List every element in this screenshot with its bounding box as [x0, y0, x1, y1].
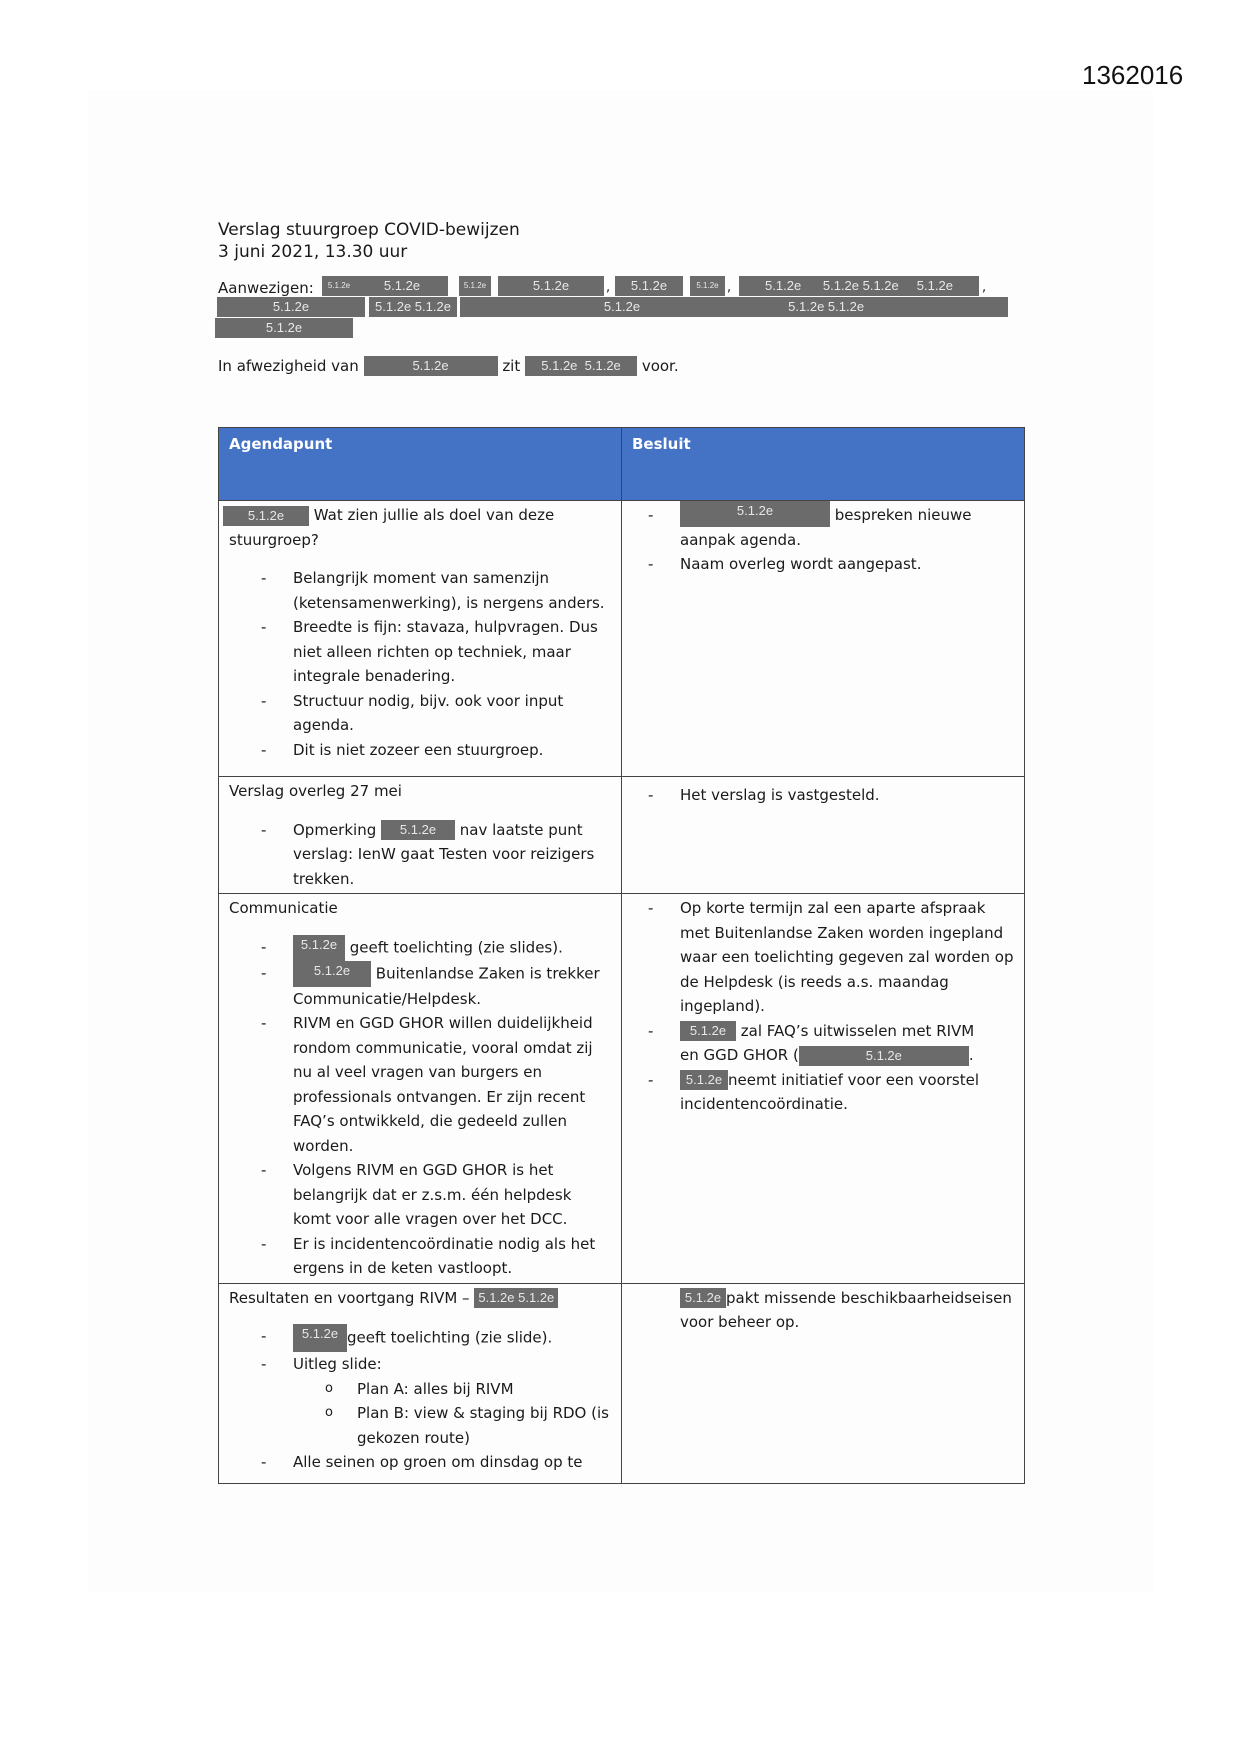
minutes-table: [218, 427, 1025, 1484]
list-item: - Het verslag is vastgesteld.: [680, 783, 1014, 808]
list-item: - Breedte is fijn: stavaza, hulpvragen. Dus niet alleen richten op techniek, maar integrale benadering.: [293, 615, 611, 689]
redaction-block: 5.1.2e 5.1.2e 5.1.2e: [460, 297, 1008, 317]
list-item: - Opmerking 5.1.2e nav laatste punt verslag: IenW gaat Testen voor reizigers trekken.: [293, 818, 611, 892]
agenda-title: Resultaten en voortgang RIVM –: [229, 1288, 470, 1307]
agenda-list: [229, 1324, 611, 1475]
redaction-block: 5.1.2e: [799, 1046, 969, 1066]
list-item: - 5.1.2e Buitenlandse Zaken is trekker Communicatie/Helpdesk.: [293, 961, 611, 1012]
decision-cell: [622, 501, 1025, 777]
column-header-besluit: Besluit: [622, 428, 1025, 501]
redaction-block: 5.1.2e 5.1.2e: [474, 1288, 558, 1308]
decision-cell: [622, 1283, 1025, 1483]
table-row: [219, 1283, 1025, 1483]
table-row: [219, 894, 1025, 1284]
list-item: - 5.1.2e geeft toelichting (zie slide).: [293, 1324, 611, 1352]
list-item: - Belangrijk moment van samenzijn (ketensamenwerking), is nergens anders.: [293, 566, 611, 615]
list-item: - 5.1.2e bespreken nieuwe aanpak agenda.: [680, 503, 1014, 552]
redaction-block: 5.1.2e 5.1.2e: [369, 297, 457, 317]
sub-list: [293, 1377, 611, 1451]
agenda-cell: [219, 777, 622, 894]
table-header-row: [219, 428, 1025, 501]
redaction-block: 5.1.2e 5.1.2e 5.1.2e 5.1.2e: [739, 276, 979, 296]
redaction-block: 5.1.2e: [293, 1324, 347, 1352]
document-id: 1362016: [1082, 60, 1184, 90]
redaction-block: 5.1.2e: [690, 276, 725, 296]
redaction-block: 5.1.2e: [322, 276, 356, 296]
redaction-block: 5.1.2e: [680, 1288, 726, 1308]
redaction-block: 5.1.2e: [215, 318, 353, 338]
list-item: - 5.1.2e geeft toelichting (zie slides).: [293, 935, 611, 961]
attendees-label: Aanwezigen:: [218, 279, 314, 297]
decision-list: [632, 896, 1014, 1117]
redaction-block: 5.1.2e: [615, 276, 683, 296]
redaction-block: 5.1.2e: [459, 276, 491, 296]
decision-list: [632, 783, 1014, 808]
list-item: - RIVM en GGD GHOR willen duidelijkheid rondom communicatie, vooral omdat zij nu al veel vragen van burgers en professionals ontvangen. Er zijn recent FAQ’s ontwikkeld, die gedeeld zullen worden.: [293, 1011, 611, 1158]
list-item: - Structuur nodig, bijv. ook voor input agenda.: [293, 689, 611, 738]
agenda-cell: [219, 894, 622, 1284]
document-title: Verslag stuurgroep COVID-bewijzen: [218, 220, 520, 240]
absence-line: In afwezigheid van 5.1.2e zit 5.1.2e 5.1.2e voor.: [218, 357, 679, 375]
agenda-cell: [219, 501, 622, 777]
list-item: - Er is incidentencoördinatie nodig als het ergens in de keten vastloopt.: [293, 1232, 611, 1281]
list-item: - Op korte termijn zal een aparte afspraak met Buitenlandse Zaken worden ingepland waar een toelichting gegeven zal worden op de Helpdesk (is reeds a.s. maandag ingepland).: [680, 896, 1014, 1019]
list-item: - 5.1.2e neemt initiatief voor een voorstel incidentencoördinatie.: [680, 1068, 1014, 1117]
sub-list-item: o Plan A: alles bij RIVM: [357, 1377, 611, 1402]
sub-list-item: o Plan B: view & staging bij RDO (is gekozen route): [357, 1401, 611, 1450]
agenda-title: Wat zien jullie als doel van deze stuurgroep?: [229, 506, 555, 549]
list-item: - Naam overleg wordt aangepast.: [680, 552, 1014, 577]
decision-text: 5.1.2e pakt missende beschikbaarheidseisen voor beheer op.: [680, 1288, 1012, 1331]
decision-cell: [622, 777, 1025, 894]
table-row: [219, 501, 1025, 777]
agenda-title: Verslag overleg 27 mei: [229, 782, 402, 800]
redaction-block: 5.1.2e: [381, 820, 455, 840]
agenda-cell: [219, 1283, 622, 1483]
redaction-block: 5.1.2e: [364, 356, 498, 376]
meeting-date: 3 juni 2021, 13.30 uur: [218, 242, 408, 262]
list-item: - 5.1.2e zal FAQ’s uitwisselen met RIVM en GGD GHOR ( 5.1.2e .: [680, 1019, 1014, 1068]
agenda-list: [229, 566, 611, 762]
document-header: [218, 219, 520, 263]
redaction-block: 5.1.2e: [680, 501, 830, 527]
redaction-block: 5.1.2e: [356, 276, 448, 296]
redaction-block: 5.1.2e: [217, 297, 365, 317]
redaction-block: 5.1.2e: [293, 935, 345, 961]
list-item: - Dit is niet zozeer een stuurgroep.: [293, 738, 611, 763]
redaction-block: 5.1.2e: [498, 276, 604, 296]
table-row: [219, 777, 1025, 894]
redaction-block: 5.1.2e: [293, 961, 371, 987]
redaction-block: 5.1.2e 5.1.2e: [525, 356, 637, 376]
agenda-list: [229, 935, 611, 1281]
decision-list: [632, 503, 1014, 577]
agenda-title: Communicatie: [229, 899, 338, 917]
list-item: - Alle seinen op groen om dinsdag op te: [293, 1450, 611, 1475]
list-item: - Volgens RIVM en GGD GHOR is het belangrijk dat er z.s.m. één helpdesk komt voor alle vragen over het DCC.: [293, 1158, 611, 1232]
decision-cell: [622, 894, 1025, 1284]
redaction-block: 5.1.2e: [223, 506, 309, 526]
column-header-agendapunt: Agendapunt: [219, 428, 622, 501]
redaction-block: 5.1.2e: [680, 1021, 736, 1041]
agenda-list: [229, 818, 611, 892]
redaction-block: 5.1.2e: [680, 1070, 728, 1090]
list-item: - Uitleg slide: o Plan A: alles bij RIVM o Plan B: view & staging bij RDO (is gekozen route): [293, 1352, 611, 1450]
